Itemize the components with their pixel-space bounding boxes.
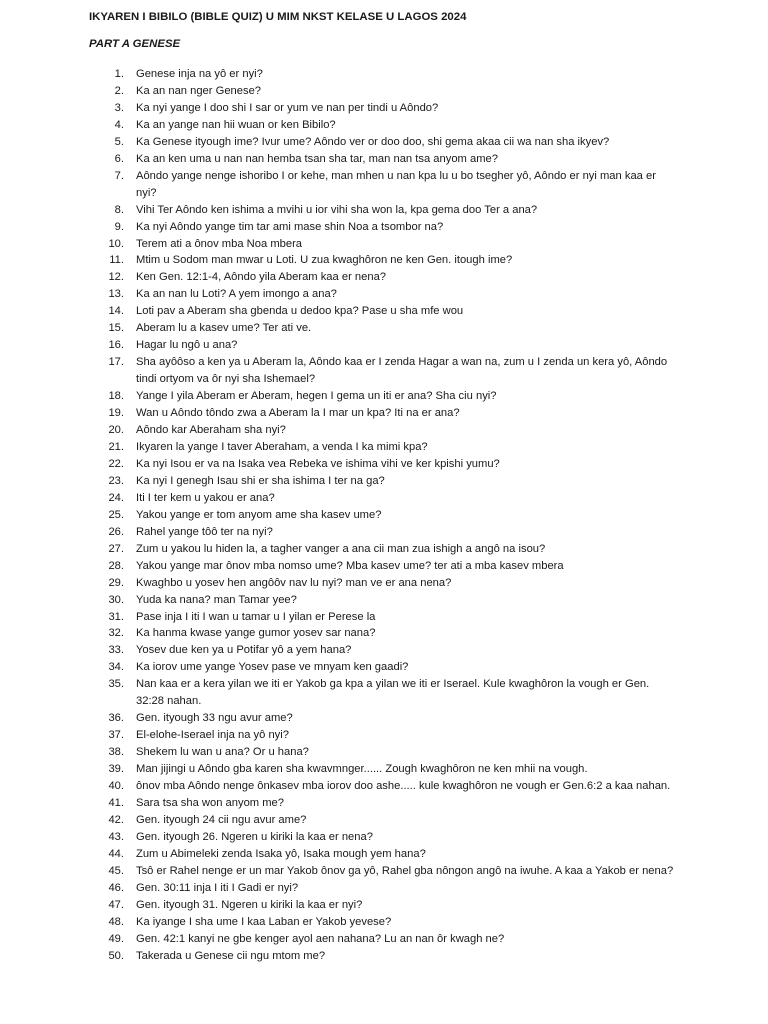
question-number: 43. <box>108 830 124 843</box>
question-item <box>0 219 768 236</box>
question-number: 46. <box>108 881 124 894</box>
question-text: Kwaghbo u yosev hen angôôv nav lu nyi? man ve er ana nena? <box>136 576 452 589</box>
question-item <box>0 744 768 761</box>
question-number: 1. <box>114 68 124 80</box>
question-item <box>0 83 768 100</box>
question-item <box>0 320 768 337</box>
question-text: Iti I ter kem u yakou er ana? <box>136 491 275 504</box>
question-number: 45. <box>108 864 124 877</box>
question-number: 44. <box>108 847 124 860</box>
question-number: 4. <box>114 118 124 131</box>
question-number: 41. <box>108 796 124 809</box>
question-number: 16. <box>108 339 124 352</box>
question-text: Shekem lu wan u ana? Or u hana? <box>136 746 309 759</box>
question-item <box>0 100 768 117</box>
question-text: Ka nyi Isou er va na Isaka vea Rebeka ve ishima vihi ve ker kpishi yumu? <box>136 457 500 470</box>
question-number: 11. <box>109 254 124 267</box>
question-number: 29. <box>108 576 124 589</box>
question-number: 38. <box>108 746 124 759</box>
question-text: Ka Genese ityough ime? Ivur ume? Aôndo ver or doo doo, shi gema akaa cii wa nan sha ikyev? <box>136 135 610 148</box>
question-item <box>0 439 768 456</box>
question-number: 21. <box>108 440 124 453</box>
question-text: Yakou yange er tom anyom ame sha kasev ume? <box>136 508 382 521</box>
question-number: 26. <box>108 525 124 538</box>
question-number: 35. <box>108 678 124 691</box>
question-item <box>0 269 768 286</box>
question-item <box>0 880 768 897</box>
question-item <box>0 134 768 151</box>
question-text: Ka an yange nan hii wuan or ken Bibilo? <box>136 118 336 131</box>
question-number: 2. <box>114 84 124 97</box>
question-item <box>0 592 768 609</box>
question-item <box>0 914 768 931</box>
question-number: 27. <box>108 542 124 555</box>
question-number: 37. <box>108 729 124 742</box>
question-text: Ka an ken uma u nan nan hemba tsan sha tar, man nan tsa anyom ame? <box>136 152 498 165</box>
question-number: 40. <box>108 780 124 793</box>
question-item <box>0 236 768 253</box>
question-item <box>0 948 768 965</box>
question-list <box>0 66 768 965</box>
question-text: Wan u Aôndo tôndo zwa a Aberam la I mar un kpa? Iti na er ana? <box>136 407 460 420</box>
question-text: Ken Gen. 12:1-4, Aôndo yila Aberam kaa er nena? <box>136 271 387 284</box>
question-number: 5. <box>114 135 124 148</box>
question-text: Ikyaren la yange I taver Aberaham, a venda I ka mimi kpa? <box>136 440 428 453</box>
question-text: Zum u yakou lu hiden la, a tagher vanger a ana cii man zua ishigh a angô na isou? <box>136 542 546 555</box>
question-number: 30. <box>108 593 124 606</box>
document-title: IKYAREN I BIBILO (BIBLE QUIZ) U MIM NKST KELASE U LAGOS 2024 <box>89 11 467 23</box>
question-item <box>0 151 768 168</box>
question-item <box>0 202 768 219</box>
question-item <box>0 846 768 863</box>
question-text: Rahel yange tôô ter na nyi? <box>136 525 273 538</box>
question-text: Sha ayôôso a ken ya u Aberam la, Aôndo kaa er I zenda Hagar a wan na, zum u I zenda un kera yô, Aôndo tindi ortyom va ôr nyi sha Ishemael? <box>136 356 668 386</box>
question-number: 49. <box>108 932 124 945</box>
question-item <box>0 778 768 795</box>
question-text: Ka nyi yange I doo shi I sar or yum ve nan per tindi u Aôndo? <box>136 101 439 114</box>
question-text: Ka iyange I sha ume I kaa Laban er Yakob yevese? <box>136 915 392 928</box>
question-text: Aberam lu a kasev ume? Ter ati ve. <box>136 322 312 335</box>
question-text: Takerada u Genese cii ngu mtom me? <box>136 949 326 962</box>
question-number: 23. <box>108 474 124 487</box>
question-item <box>0 405 768 422</box>
question-text: Gen. ityough 26. Ngeren u kiriki la kaa er nena? <box>136 830 373 843</box>
question-number: 10. <box>108 237 124 250</box>
question-text: Loti pav a Aberam sha gbenda u dedoo kpa? Pase u sha mfe wou <box>136 305 464 318</box>
question-item <box>0 422 768 439</box>
question-number: 36. <box>108 712 124 725</box>
question-number: 13. <box>108 288 124 301</box>
question-number: 6. <box>114 152 124 165</box>
question-item <box>0 168 768 202</box>
question-number: 8. <box>114 203 124 216</box>
question-number: 20. <box>108 424 124 437</box>
question-text: Sara tsa sha won anyom me? <box>136 796 284 809</box>
question-item <box>0 931 768 948</box>
question-number: 42. <box>108 813 124 826</box>
question-text: Hagar lu ngô u ana? <box>136 339 238 352</box>
question-item <box>0 676 768 710</box>
question-item <box>0 575 768 592</box>
section-heading: PART A GENESE <box>89 38 181 50</box>
question-item <box>0 761 768 778</box>
question-text: ônov mba Aôndo nenge ônkasev mba iorov doo ashe..... kule kwaghôron ne vough er Gen.6:2 a kaa nahan. <box>136 780 671 793</box>
question-item <box>0 490 768 507</box>
question-number: 7. <box>114 169 124 182</box>
question-item <box>0 795 768 812</box>
question-text: Tsô er Rahel nenge er un mar Yakob ônov ga yô, Rahel gba nôngon angô na iwuhe. A kaa a Yakob er nena? <box>136 864 674 877</box>
question-text: Aôndo kar Aberaham sha nyi? <box>136 424 286 437</box>
question-item <box>0 710 768 727</box>
question-number: 50. <box>108 949 124 962</box>
question-text: Gen. ityough 33 ngu avur ame? <box>136 712 293 725</box>
question-text: Nan kaa er a kera yilan we iti er Yakob ga kpa a yilan we iti er Iserael. Kule kwaghôron la vough er Gen. 32:28 nahan. <box>136 678 650 708</box>
question-text: Yakou yange mar ônov mba nomso ume? Mba kasev ume? ter ati a mba kasev mbera <box>136 559 564 572</box>
question-text: Pase inja I iti I wan u tamar u I yilan er Perese la <box>136 610 376 623</box>
question-number: 15. <box>108 322 124 335</box>
question-text: Terem ati a ônov mba Noa mbera <box>136 237 303 250</box>
question-text: Ka nyi I genegh Isau shi er sha ishima I ter na ga? <box>136 474 385 487</box>
question-text: Gen. 30:11 inja I iti I Gadi er nyi? <box>136 881 299 894</box>
question-text: Gen. ityough 24 cii ngu avur ame? <box>136 813 307 826</box>
question-item <box>0 507 768 524</box>
question-number: 18. <box>108 390 124 403</box>
question-text: Gen. 42:1 kanyi ne gbe kenger ayol aen nahana? Lu an nan ôr kwagh ne? <box>136 932 505 945</box>
question-number: 47. <box>108 898 124 911</box>
question-number: 32. <box>108 627 124 640</box>
question-item <box>0 286 768 303</box>
question-number: 17. <box>108 356 124 369</box>
question-item <box>0 303 768 320</box>
question-item <box>0 829 768 846</box>
question-item <box>0 66 768 83</box>
question-text: Ka iorov ume yange Yosev pase ve mnyam ken gaadi? <box>136 661 409 674</box>
question-item <box>0 117 768 134</box>
question-number: 12. <box>108 271 124 284</box>
question-number: 24. <box>108 491 124 504</box>
question-text: Yuda ka nana? man Tamar yee? <box>136 593 297 606</box>
question-text: Yosev due ken ya u Potifar yô a yem hana? <box>136 644 352 657</box>
question-text: Ka hanma kwase yange gumor yosev sar nana? <box>136 627 376 640</box>
question-number: 22. <box>108 457 124 470</box>
question-item <box>0 863 768 880</box>
question-number: 33. <box>108 644 124 657</box>
question-item <box>0 659 768 676</box>
question-item <box>0 727 768 744</box>
question-item <box>0 541 768 558</box>
question-item <box>0 524 768 541</box>
question-number: 25. <box>108 508 124 521</box>
question-number: 34. <box>108 661 124 674</box>
question-text: Ka an nan lu Loti? A yem imongo a ana? <box>136 288 337 301</box>
question-text: Vihi Ter Aôndo ken ishima a mvihi u ior vihi sha won la, kpa gema doo Ter a ana? <box>136 203 538 216</box>
question-item <box>0 473 768 490</box>
question-number: 39. <box>108 763 124 776</box>
question-item <box>0 812 768 829</box>
question-number: 48. <box>108 915 124 928</box>
question-number: 31. <box>108 610 124 623</box>
question-item <box>0 625 768 642</box>
question-text: Genese inja na yô er nyi? <box>136 68 263 80</box>
question-number: 9. <box>114 220 124 233</box>
question-item <box>0 252 768 269</box>
question-item <box>0 388 768 405</box>
question-number: 3. <box>114 101 124 114</box>
question-text: Ka an nan nger Genese? <box>136 84 262 97</box>
question-item <box>0 354 768 388</box>
question-item <box>0 609 768 626</box>
question-number: 14. <box>108 305 124 318</box>
question-text: Mtim u Sodom man mwar u Loti. U zua kwaghôron ne ken Gen. itough ime? <box>136 254 513 267</box>
question-text: Zum u Abimeleki zenda Isaka yô, Isaka mough yem hana? <box>136 847 426 860</box>
question-item <box>0 558 768 575</box>
question-text: Yange I yila Aberam er Aberam, hegen I gema un iti er ana? Sha ciu nyi? <box>136 390 497 403</box>
question-item <box>0 337 768 354</box>
question-text: Man jijingi u Aôndo gba karen sha kwavmnger...... Zough kwaghôron ne ken mhii na vough. <box>136 763 588 776</box>
question-item <box>0 897 768 914</box>
question-number: 19. <box>108 407 124 420</box>
question-text: Aôndo yange nenge ishoribo I or kehe, man mhen u nan kpa lu u bo tsegher yô, Aôndo er nyi man kaa er nyi? <box>136 169 656 199</box>
question-number: 28. <box>108 559 124 572</box>
question-text: Ka nyi Aôndo yange tim tar ami mase shin Noa a tsombor na? <box>136 220 444 233</box>
question-item <box>0 642 768 659</box>
question-item <box>0 456 768 473</box>
question-text: Gen. ityough 31. Ngeren u kiriki la kaa er nyi? <box>136 898 363 911</box>
question-text: El-elohe-Iserael inja na yô nyi? <box>136 729 289 742</box>
